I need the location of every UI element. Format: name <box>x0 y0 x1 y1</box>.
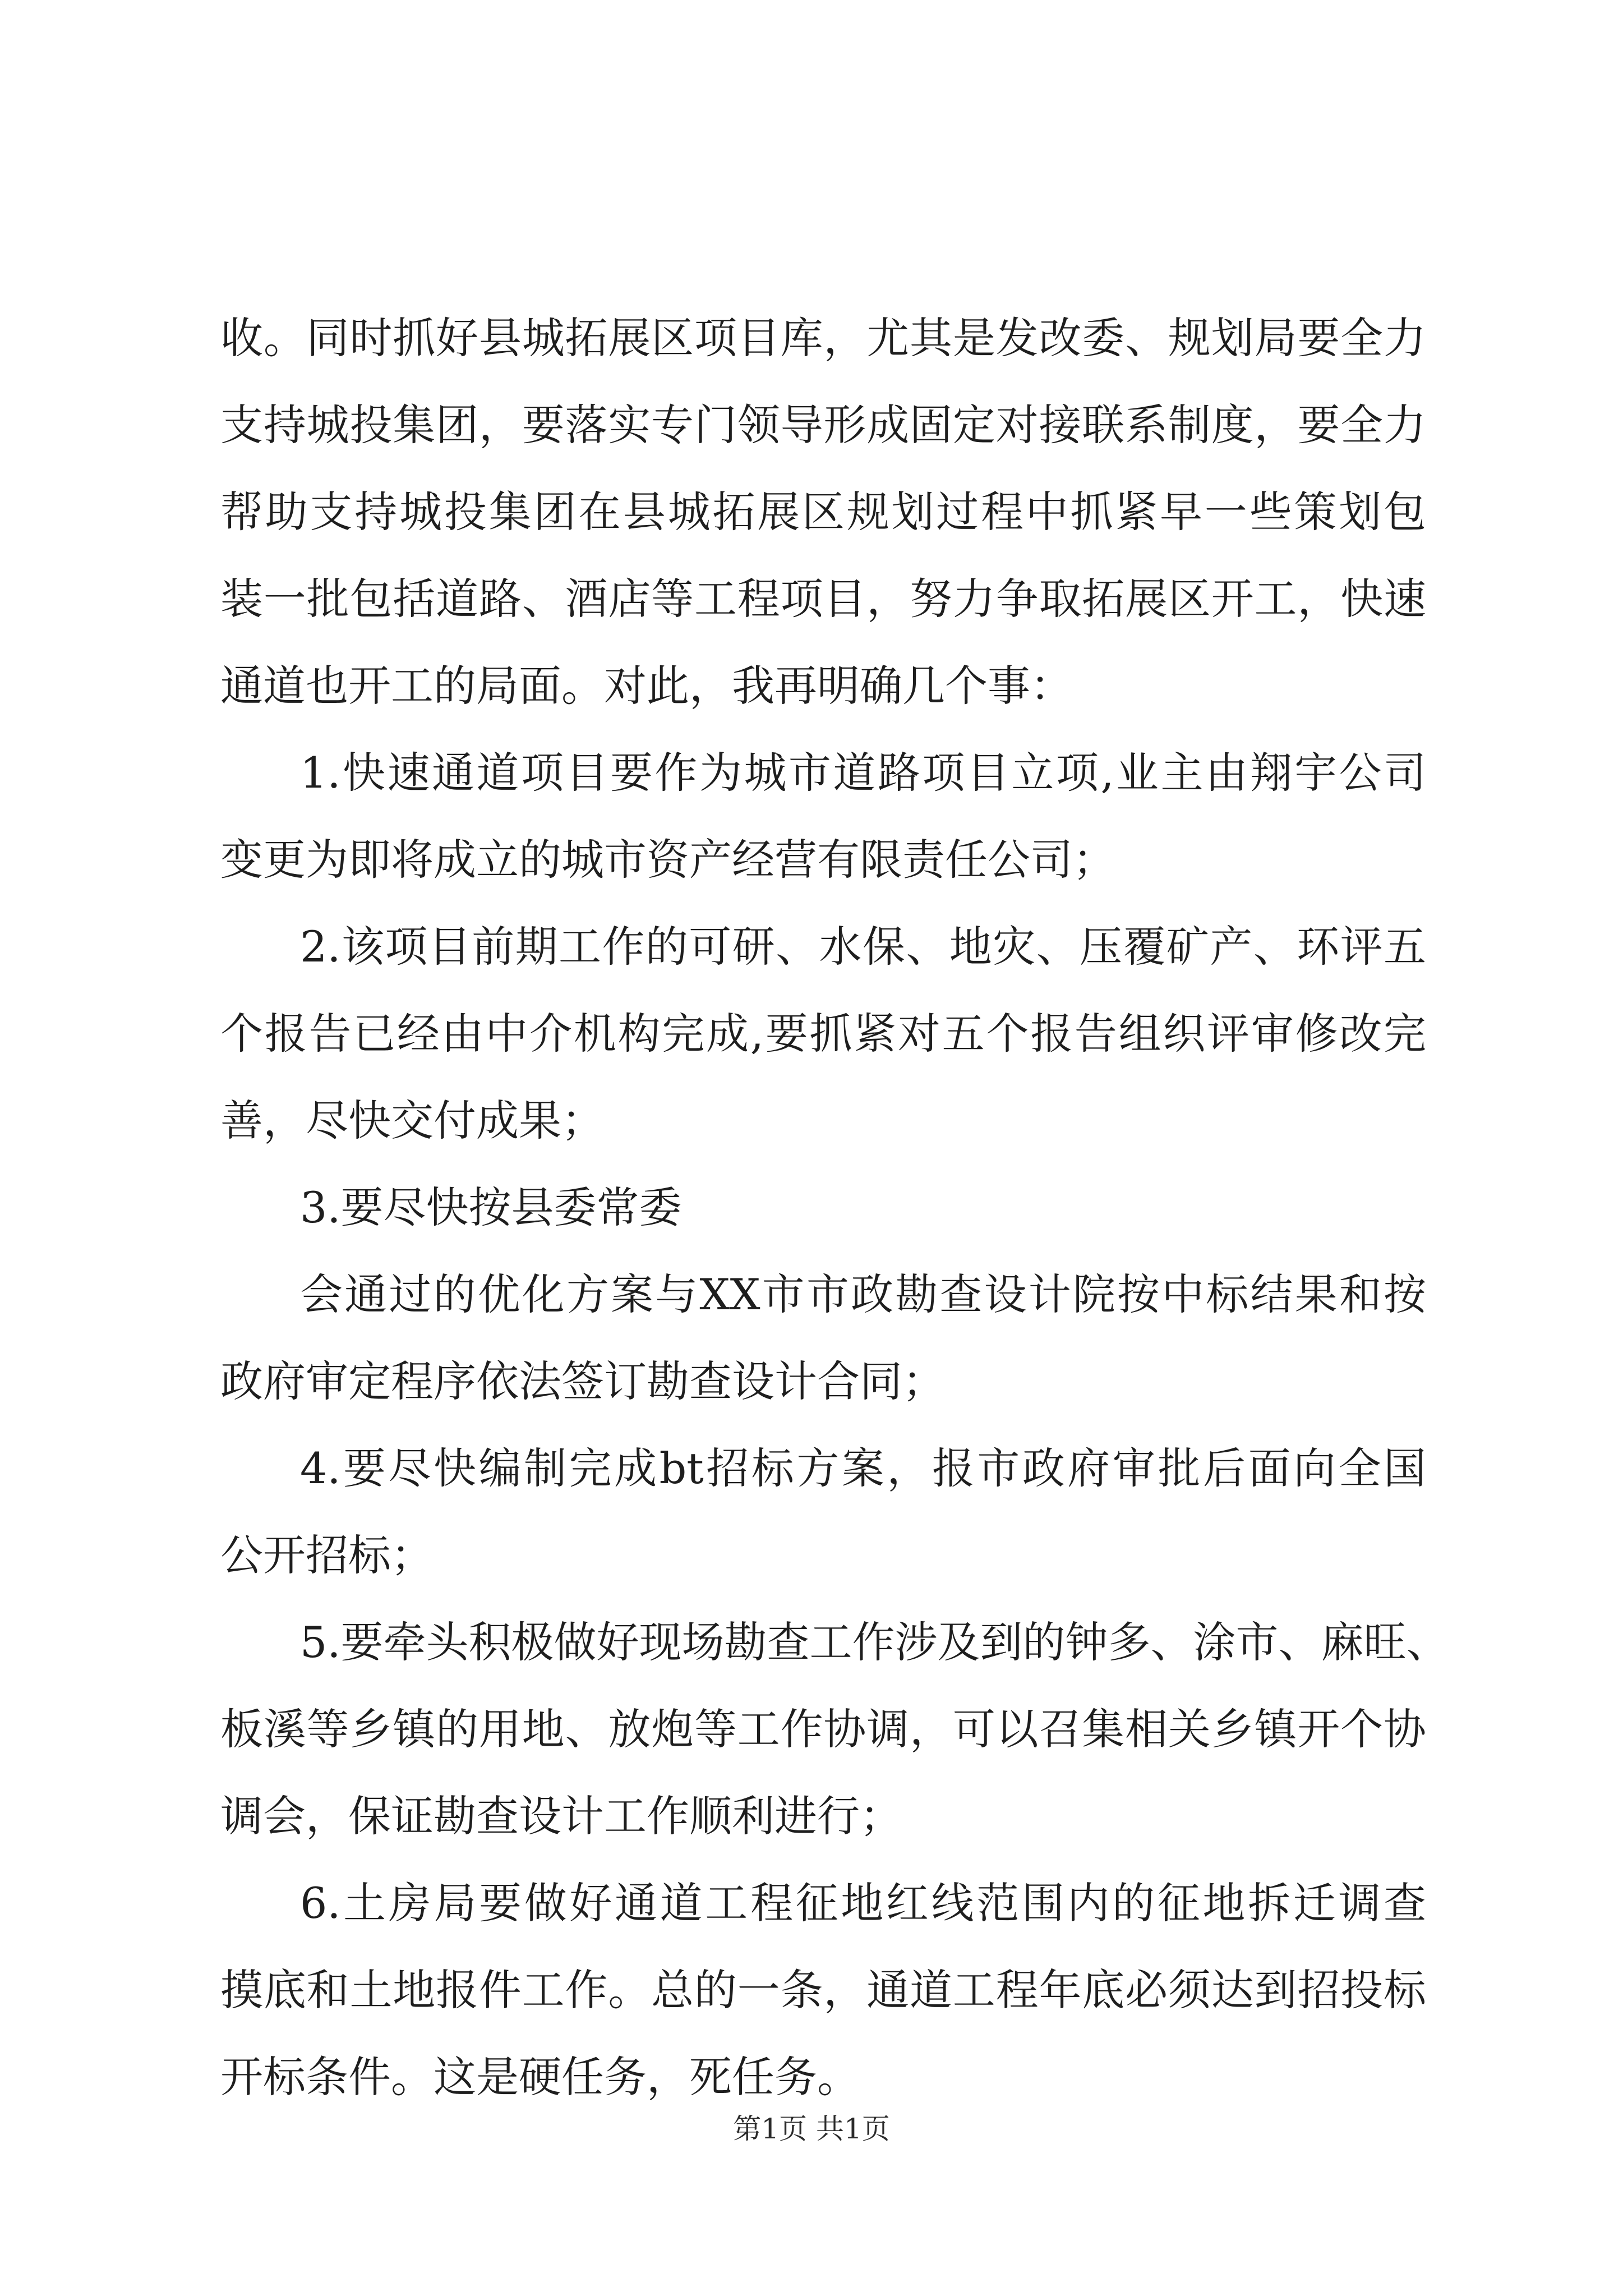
list-item-2-line: 2.该项目前期工作的可研、水保、地灾、压覆矿产、环评五 <box>300 922 1426 972</box>
body-text-line: 帮助支持城投集团在县城拓展区规划过程中抓紧早一些策划包 <box>220 487 1426 537</box>
body-text-line: 收。同时抓好县城拓展区项目库，尤其是发改委、规划局要全力 <box>220 313 1426 363</box>
body-text-line: 支持城投集团，要落实专门领导形成固定对接联系制度，要全力 <box>220 400 1426 450</box>
list-item-6-line: 摸底和土地报件工作。总的一条，通道工程年底必须达到招投标 <box>220 1965 1426 2015</box>
list-item-6-line: 开标条件。这是硬任务，死任务。 <box>220 2052 860 2102</box>
list-item-2-line: 个报告已经由中介机构完成,要抓紧对五个报告组织评审修改完 <box>220 1009 1426 1059</box>
list-item-6-line: 6.土房局要做好通道工程征地红线范围内的征地拆迁调查 <box>300 1878 1426 1928</box>
list-item-5-line: 板溪等乡镇的用地、放炮等工作协调，可以召集相关乡镇开个协 <box>220 1704 1426 1754</box>
list-item-2-line: 善，尽快交付成果； <box>220 1096 604 1145</box>
list-item-3-line: 政府审定程序依法签订勘查设计合同； <box>220 1356 945 1406</box>
list-item-5-line: 5.要牵头积极做好现场勘查工作涉及到的钟多、涂市、麻旺、 <box>300 1617 1449 1667</box>
list-item-4-line: 公开招标； <box>220 1530 434 1580</box>
list-item-3-line: 3.要尽快按县委常委 <box>300 1182 682 1232</box>
page-footer: 第1页 共1页 <box>733 2113 890 2145</box>
list-item-1-line: 1.快速通道项目要作为城市道路项目立项,业主由翔宇公司 <box>300 748 1426 798</box>
list-item-1-line: 变更为即将成立的城市资产经营有限责任公司； <box>220 835 1115 885</box>
body-text-line: 装一批包括道路、酒店等工程项目，努力争取拓展区开工，快速 <box>220 574 1426 624</box>
list-item-3-line: 会通过的优化方案与XX市市政勘查设计院按中标结果和按 <box>300 1269 1426 1319</box>
list-item-4-line: 4.要尽快编制完成bt招标方案，报市政府审批后面向全国 <box>300 1443 1426 1493</box>
body-text-line: 通道也开工的局面。对此，我再明确几个事： <box>220 661 1073 711</box>
list-item-5-line: 调会，保证勘查设计工作顺利进行； <box>220 1791 902 1841</box>
